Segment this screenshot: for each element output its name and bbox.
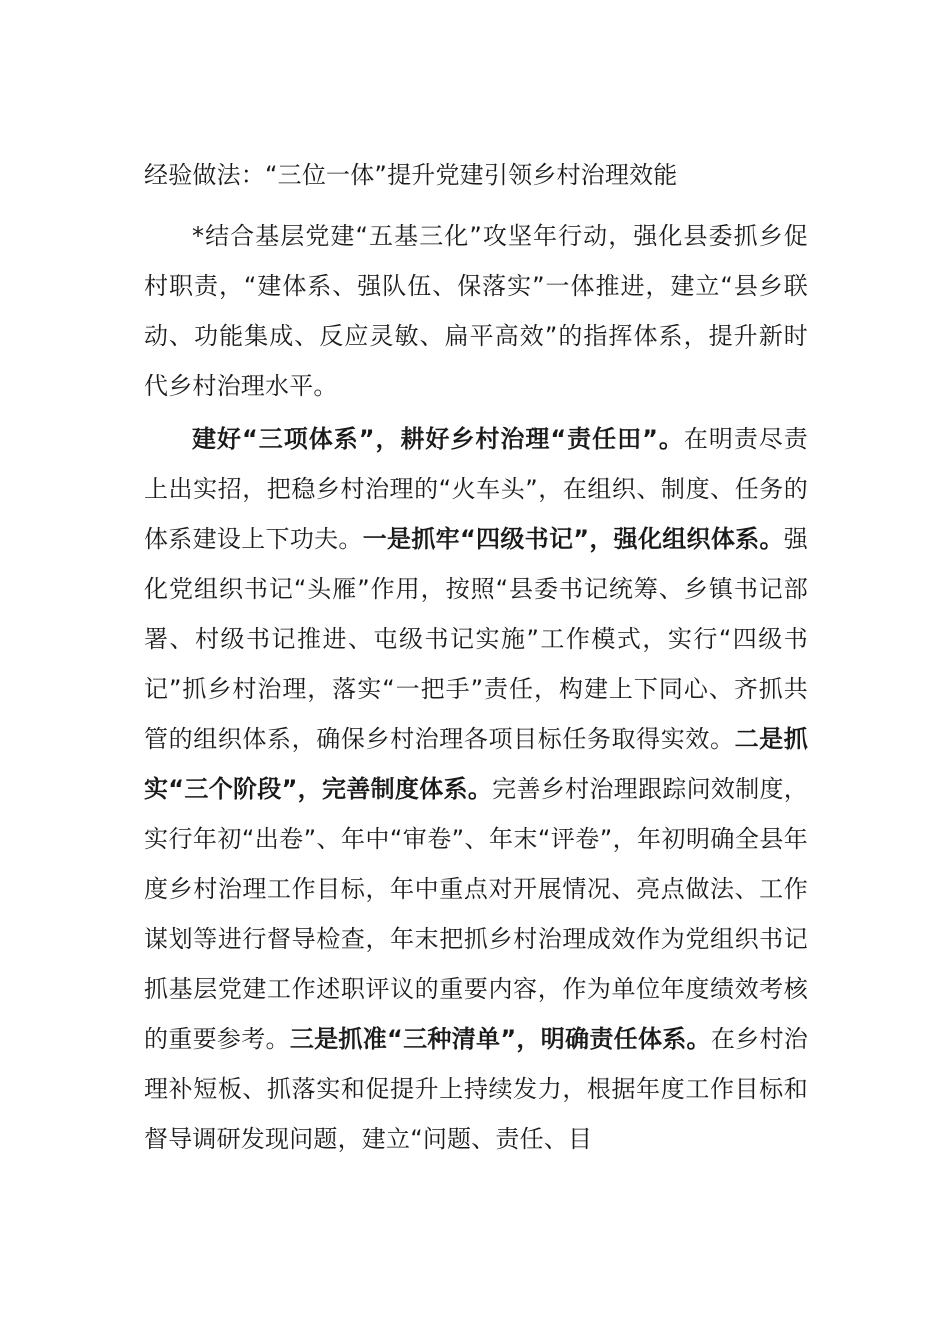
document-body (144, 150, 808, 1164)
point-1-heading: 一是抓牢“四级书记”，强化组织体系。 (362, 525, 784, 553)
document-title: 经验做法：“三位一体”提升党建引领乡村治理效能 (144, 161, 678, 189)
section-1-paragraph (144, 414, 808, 1164)
point-1-text: 强化党组织书记“头雁”作用，按照“县委书记统筹、乡镇书记部署、村级书记推进、屯级书记实施”工作模式，实行“四级书记”抓乡村治理，落实“一把手”责任，构建上下同心、齐抓共管的组织体系，确保乡村治理各项目标任务取得实效。 (144, 525, 808, 753)
section-1-heading: 建好“三项体系”，耕好乡村治理“责任田”。 (192, 425, 684, 453)
point-2-heading: 二是抓实“三个阶段”，完善制度体系。 (144, 725, 808, 803)
point-3-heading: 三是抓准“三种清单”，明确责任体系。 (289, 1025, 711, 1053)
section-1-lead: 在明责尽责上出实招，把稳乡村治理的“火车头”，在组织、制度、任务的体系建设上下功夫。 (144, 425, 808, 553)
intro-paragraph: *结合基层党建“五基三化”攻坚年行动，强化县委抓乡促村职责，“建体系、强队伍、保落实”一体推进，建立“县乡联动、功能集成、反应灵敏、扁平高效”的指挥体系，提升新时代乡村治理水平。 (144, 222, 808, 400)
point-3-text: 在乡村治理补短板、抓落实和促提升上持续发力，根据年度工作目标和督导调研发现问题，建立“问题、责任、目 (144, 1025, 808, 1153)
point-2-text: 完善乡村治理跟踪问效制度，实行年初“出卷”、年中“审卷”、年末“评卷”，年初明确全县年度乡村治理工作目标，年中重点对开展情况、亮点做法、工作谋划等进行督导检查，年末把抓乡村治理成效作为党组织书记抓基层党建工作述职评议的重要内容，作为单位年度绩效考核的重要参考。 (144, 775, 809, 1053)
